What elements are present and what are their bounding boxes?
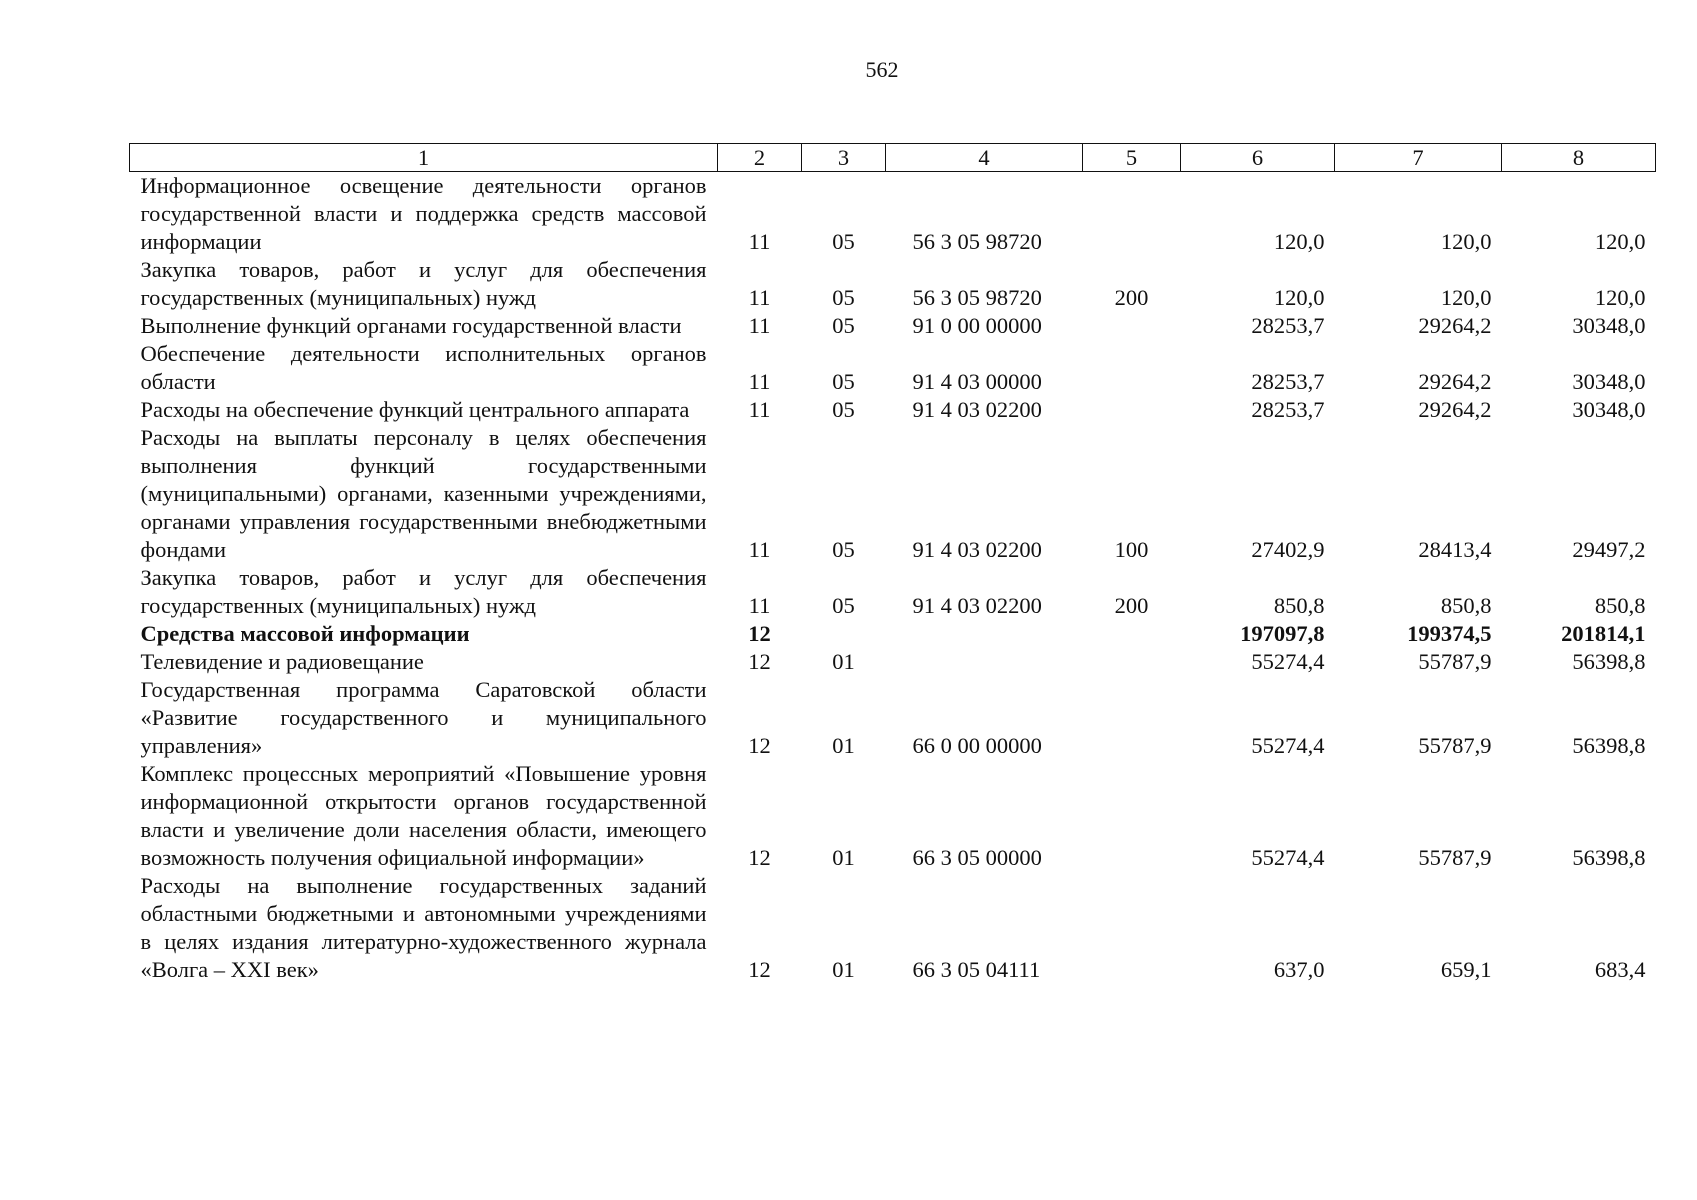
table-row xyxy=(130,424,1656,564)
row-name-cell: Обеспечение деятельности исполнительных органов области xyxy=(140,341,707,394)
row-name-cell: Закупка товаров, работ и услуг для обеспечения государственных (муниципальных) нужд xyxy=(140,257,707,310)
amount-year3-cell: 56398,8 xyxy=(1572,845,1646,870)
amount-year1-cell: 120,0 xyxy=(1273,229,1325,254)
amount-year1-cell: 55274,4 xyxy=(1251,733,1325,758)
target-article-cell: 91 4 03 02200 xyxy=(912,537,1042,562)
amount-year2-cell: 120,0 xyxy=(1440,229,1492,254)
table-row xyxy=(130,564,1656,620)
subsection-code-cell: 05 xyxy=(832,285,855,310)
section-code-cell: 11 xyxy=(748,229,771,254)
row-name-cell: Расходы на обеспечение функций центрального аппарата xyxy=(140,397,690,422)
amount-year3-cell: 29497,2 xyxy=(1572,537,1646,562)
expense-type-cell xyxy=(1083,312,1181,340)
section-code-cell: 12 xyxy=(748,845,771,870)
row-name-cell: Выполнение функций органами государственной власти xyxy=(140,313,682,338)
amount-year2-cell: 199374,5 xyxy=(1407,621,1492,646)
column-header: 1 xyxy=(130,144,718,172)
expense-type-cell xyxy=(1083,340,1181,396)
amount-year3-cell: 683,4 xyxy=(1594,957,1646,982)
amount-year1-cell: 28253,7 xyxy=(1251,369,1325,394)
column-header: 3 xyxy=(802,144,886,172)
expense-type-cell: 200 xyxy=(1114,285,1149,310)
section-code-cell: 12 xyxy=(748,733,771,758)
table-header-row xyxy=(130,144,1656,172)
subsection-code-cell: 05 xyxy=(832,313,855,338)
expense-type-cell xyxy=(1083,872,1181,984)
section-code-cell: 11 xyxy=(748,537,771,562)
amount-year3-cell: 30348,0 xyxy=(1572,369,1646,394)
amount-year3-cell: 56398,8 xyxy=(1572,733,1646,758)
amount-year3-cell: 120,0 xyxy=(1594,285,1646,310)
amount-year2-cell: 120,0 xyxy=(1440,285,1492,310)
subsection-code-cell: 05 xyxy=(832,593,855,618)
table-row xyxy=(130,172,1656,257)
amount-year3-cell: 120,0 xyxy=(1594,229,1646,254)
section-code-cell: 11 xyxy=(748,285,771,310)
amount-year3-cell: 201814,1 xyxy=(1561,621,1646,646)
amount-year1-cell: 637,0 xyxy=(1273,957,1325,982)
amount-year2-cell: 55787,9 xyxy=(1418,649,1492,674)
table-row xyxy=(130,312,1656,340)
subsection-code-cell: 05 xyxy=(832,537,855,562)
section-code-cell: 11 xyxy=(748,397,771,422)
row-name-cell: Комплекс процессных мероприятий «Повышение уровня информационной открытости органов государственной власти и увеличение доли населения области, имеющего возможность получения официальной информации» xyxy=(140,761,707,870)
column-header: 2 xyxy=(718,144,802,172)
subsection-code-cell: 01 xyxy=(832,649,855,674)
target-article-cell: 91 4 03 02200 xyxy=(912,397,1042,422)
expense-type-cell xyxy=(1083,648,1181,676)
row-name-cell: Информационное освещение деятельности органов государственной власти и поддержка средств массовой информации xyxy=(140,173,707,254)
table-row xyxy=(130,648,1656,676)
row-name-cell: Средства массовой информации xyxy=(140,621,470,646)
amount-year1-cell: 850,8 xyxy=(1273,593,1325,618)
expense-type-cell xyxy=(1083,760,1181,872)
amount-year2-cell: 29264,2 xyxy=(1418,313,1492,338)
row-name-cell: Государственная программа Саратовской области «Развитие государственного и муниципального управления» xyxy=(140,677,707,758)
target-article-cell: 66 0 00 00000 xyxy=(912,733,1042,758)
section-code-cell: 11 xyxy=(748,313,771,338)
amount-year1-cell: 55274,4 xyxy=(1251,649,1325,674)
amount-year1-cell: 55274,4 xyxy=(1251,845,1325,870)
target-article-cell: 91 4 03 00000 xyxy=(912,369,1042,394)
amount-year3-cell: 30348,0 xyxy=(1572,397,1646,422)
subsection-code-cell: 05 xyxy=(832,229,855,254)
subsection-code-cell: 05 xyxy=(832,369,855,394)
row-name-cell: Телевидение и радиовещание xyxy=(140,649,424,674)
amount-year2-cell: 850,8 xyxy=(1440,593,1492,618)
table-row xyxy=(130,620,1656,648)
amount-year1-cell: 197097,8 xyxy=(1240,621,1325,646)
subsection-code-cell: 01 xyxy=(832,957,855,982)
table-row xyxy=(130,256,1656,312)
expense-type-cell xyxy=(1083,620,1181,648)
table-row xyxy=(130,760,1656,872)
target-article-cell xyxy=(886,648,1083,676)
column-header: 4 xyxy=(886,144,1083,172)
amount-year2-cell: 659,1 xyxy=(1440,957,1492,982)
table-row xyxy=(130,396,1656,424)
subsection-code-cell: 01 xyxy=(832,845,855,870)
section-code-cell: 12 xyxy=(748,957,771,982)
amount-year2-cell: 29264,2 xyxy=(1418,397,1492,422)
row-name-cell: Закупка товаров, работ и услуг для обеспечения государственных (муниципальных) нужд xyxy=(140,565,707,618)
amount-year2-cell: 55787,9 xyxy=(1418,733,1492,758)
section-code-cell: 11 xyxy=(748,593,771,618)
expense-type-cell xyxy=(1083,396,1181,424)
target-article-cell: 91 4 03 02200 xyxy=(912,593,1042,618)
subsection-code-cell: 01 xyxy=(832,733,855,758)
amount-year3-cell: 850,8 xyxy=(1594,593,1646,618)
column-header: 7 xyxy=(1335,144,1502,172)
column-header: 6 xyxy=(1181,144,1335,172)
expense-type-cell: 200 xyxy=(1114,593,1149,618)
table-row xyxy=(130,340,1656,396)
amount-year1-cell: 120,0 xyxy=(1273,285,1325,310)
target-article-cell: 56 3 05 98720 xyxy=(912,285,1042,310)
amount-year1-cell: 28253,7 xyxy=(1251,313,1325,338)
table-row xyxy=(130,676,1656,760)
page-number: 562 xyxy=(865,57,899,82)
column-header: 8 xyxy=(1502,144,1656,172)
row-name-cell: Расходы на выполнение государственных заданий областными бюджетными и автономными учреждениями в целях издания литературно-художественного журнала «Волга – XXI век» xyxy=(140,873,707,982)
expense-type-cell xyxy=(1083,172,1181,257)
amount-year2-cell: 28413,4 xyxy=(1418,537,1492,562)
target-article-cell xyxy=(886,620,1083,648)
amount-year1-cell: 27402,9 xyxy=(1251,537,1325,562)
table-body xyxy=(130,172,1656,985)
expense-type-cell: 100 xyxy=(1114,537,1149,562)
subsection-code-cell xyxy=(802,620,886,648)
section-code-cell: 12 xyxy=(748,649,771,674)
amount-year1-cell: 28253,7 xyxy=(1251,397,1325,422)
expense-type-cell xyxy=(1083,676,1181,760)
section-code-cell: 11 xyxy=(748,369,771,394)
budget-table xyxy=(129,143,1656,984)
subsection-code-cell: 05 xyxy=(832,397,855,422)
column-header: 5 xyxy=(1083,144,1181,172)
target-article-cell: 56 3 05 98720 xyxy=(912,229,1042,254)
target-article-cell: 66 3 05 00000 xyxy=(912,845,1042,870)
target-article-cell: 66 3 05 04111 xyxy=(912,957,1041,982)
amount-year3-cell: 56398,8 xyxy=(1572,649,1646,674)
amount-year2-cell: 29264,2 xyxy=(1418,369,1492,394)
section-code-cell: 12 xyxy=(748,621,771,646)
target-article-cell: 91 0 00 00000 xyxy=(912,313,1042,338)
table-row xyxy=(130,872,1656,984)
amount-year3-cell: 30348,0 xyxy=(1572,313,1646,338)
row-name-cell: Расходы на выплаты персоналу в целях обеспечения выполнения функций государственными (муниципальными) органами, казенными учреждениями, органами управления государственными внебюджетными фондами xyxy=(140,425,707,562)
amount-year2-cell: 55787,9 xyxy=(1418,845,1492,870)
